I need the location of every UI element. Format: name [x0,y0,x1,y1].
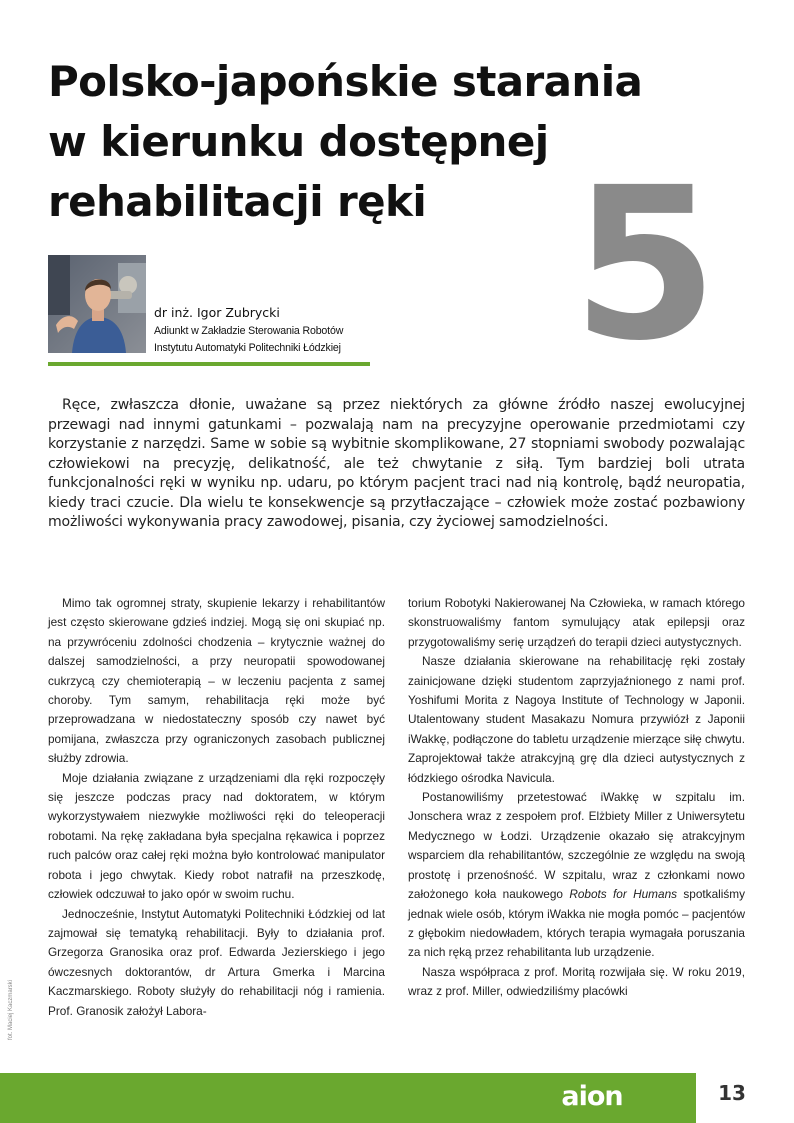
author-photo-image [48,255,146,353]
title-line: rehabilitacji ręki [48,177,427,226]
body-paragraph [408,788,745,963]
body-paragraph: torium Robotyki Nakierowanej Na Człowieka, w ramach którego skonstruowaliśmy fantom symulujący atak epilepsji oraz przygotowaliśmy serię urządzeń do terapii dzieci autystycznych. [408,596,745,649]
title-line: Polsko-japońskie starania [48,57,643,106]
author-role-line: Instytutu Automatyki Politechniki Łódzkiej [154,342,341,354]
intro-paragraph: Ręce, zwłaszcza dłonie, uważane są przez niektórych za główne źródło naszej ewolucyjnej przewagi nad innymi gatunkami – pozwalają nam na precyzyjne operowanie przedmiotami czy korzystanie z narzędzi. Same w sobie są wybitnie skomplikowane, 27 stopniami swobody pozwalając człowiekowi na precyzję, delikatność, ale też chwytanie z siłą. Tym bardziej boli utrata funkcjonalności ręki w wyniku np. udaru, po którym pacjent traci nad nią kontrolę, bądź neuropatia, kiedy traci czucie. Dla wielu te konsekwencje są przytłaczające – człowiek może zostać pozbawiony możliwości wykonywania pracy zawodowej, pisania, czy życiowej samodzielności. [48,397,745,530]
photo-credit: fot. Maciej Kaczmarski [8,979,14,1040]
author-role-line: Adiunkt w Zakładzie Sterowania Robotów [154,325,344,337]
title-line: w kierunku dostępnej [48,117,549,166]
body-text: spotkaliśmy jednak wiele osób, którym iWakka nie mogła pomóc – pacjentów z głębokim niedowładem, których terapia wymagała poruszania za nich ręką przez rehabilitanta lub urządzenie. [408,887,745,960]
club-name: Robots for Humans [569,887,678,902]
author-photo [48,255,146,353]
page-number: 13 [718,1081,746,1105]
author-role [154,323,384,357]
body-paragraph: Nasza współpraca z prof. Moritą rozwijała się. W roku 2019, wraz z prof. Miller, odwiedziliśmy placówki [408,964,745,999]
body-paragraph: Jednocześnie, Instytut Automatyki Politechniki Łódzkiej od lat zajmował się tematyką rehabilitacji. Były to działania prof. Grzegorza Granosika oraz prof. Edwarda Jezierskiego i jego ówczesnych doktorantów, dr Artura Gmerka i Marcina Kaczmarskiego. Roboty służyły do rehabilitacji nóg i ramienia. Prof. Granosik założył Labora- [48,906,385,1018]
body-column-right [408,594,745,1002]
body-column-left [48,594,385,1021]
aion-logo-text: aion [561,1081,623,1112]
article-number: 5 [572,142,719,387]
body-paragraph: Mimo tak ogromnej straty, skupienie lekarzy i rehabilitantów jest często skierowane gdzieś indziej. Mogą się oni skupiać np. na przywróceniu zdolności chodzenia – krytycznie ważnej do dalszej samodzielności, a przy neuropatii spowodowanej cukrzycą czy chemioterapią – w leczeniu pacjenta z samej choroby. Tym samym, rehabilitacja ręki może być przeprowadzana w niedostateczny sposób czy nawet być pomijana, zwłaszcza przy ograniczonych zasobach publicznej służby zdrowia. [48,596,385,766]
body-paragraph: Moje działania związane z urządzeniami dla ręki rozpoczęły się jeszcze podczas pracy nad doktoratem, w którym wykorzystywałem niezwykłe możliwości ręki do teleoperacji robotami. Na rękę zakładana była specjalna rękawica i poprzez ruch palców oraz całej ręki można było kontrolować manipulator robota i jego chwytak. Kiedy robot natrafił na przeszkodę, człowiek odczuwał to jako opór w swoim ruchu. [48,770,385,902]
body-text: Postanowiliśmy przetestować iWakkę w szpitalu im. Jonschera wraz z zespołem prof. Elżbiety Miller z Uniwersytetu Medycznego w Łodzi. Urządzenie okazało się atrakcyjnym wsparciem dla rehabilitantów, szczególnie ze względu na swoją prostotę i przenośność. W szpitalu, wraz z członkami nowo założonego koła naukowego [408,790,745,902]
body-paragraph: Nasze działania skierowane na rehabilitację ręki zostały zainicjowane dzięki studentom zaprzyjaźnionego z nami prof. Yoshifumi Morita z Nagoya Institute of Technology w Japonii. Utalentowany student Masakazu Nomura przywiózł z Japonii iWakkę, podłączone do tabletu urządzenie mierzące siłę chwytu. Zaprojektował także atrakcyjną grę dla dzieci autystycznych z łódzkiego ośrodka Navicula. [408,654,745,785]
aion-logo [552,1078,632,1114]
author-name: dr inż. Igor Zubrycki [154,305,280,320]
divider-rule [48,362,370,366]
